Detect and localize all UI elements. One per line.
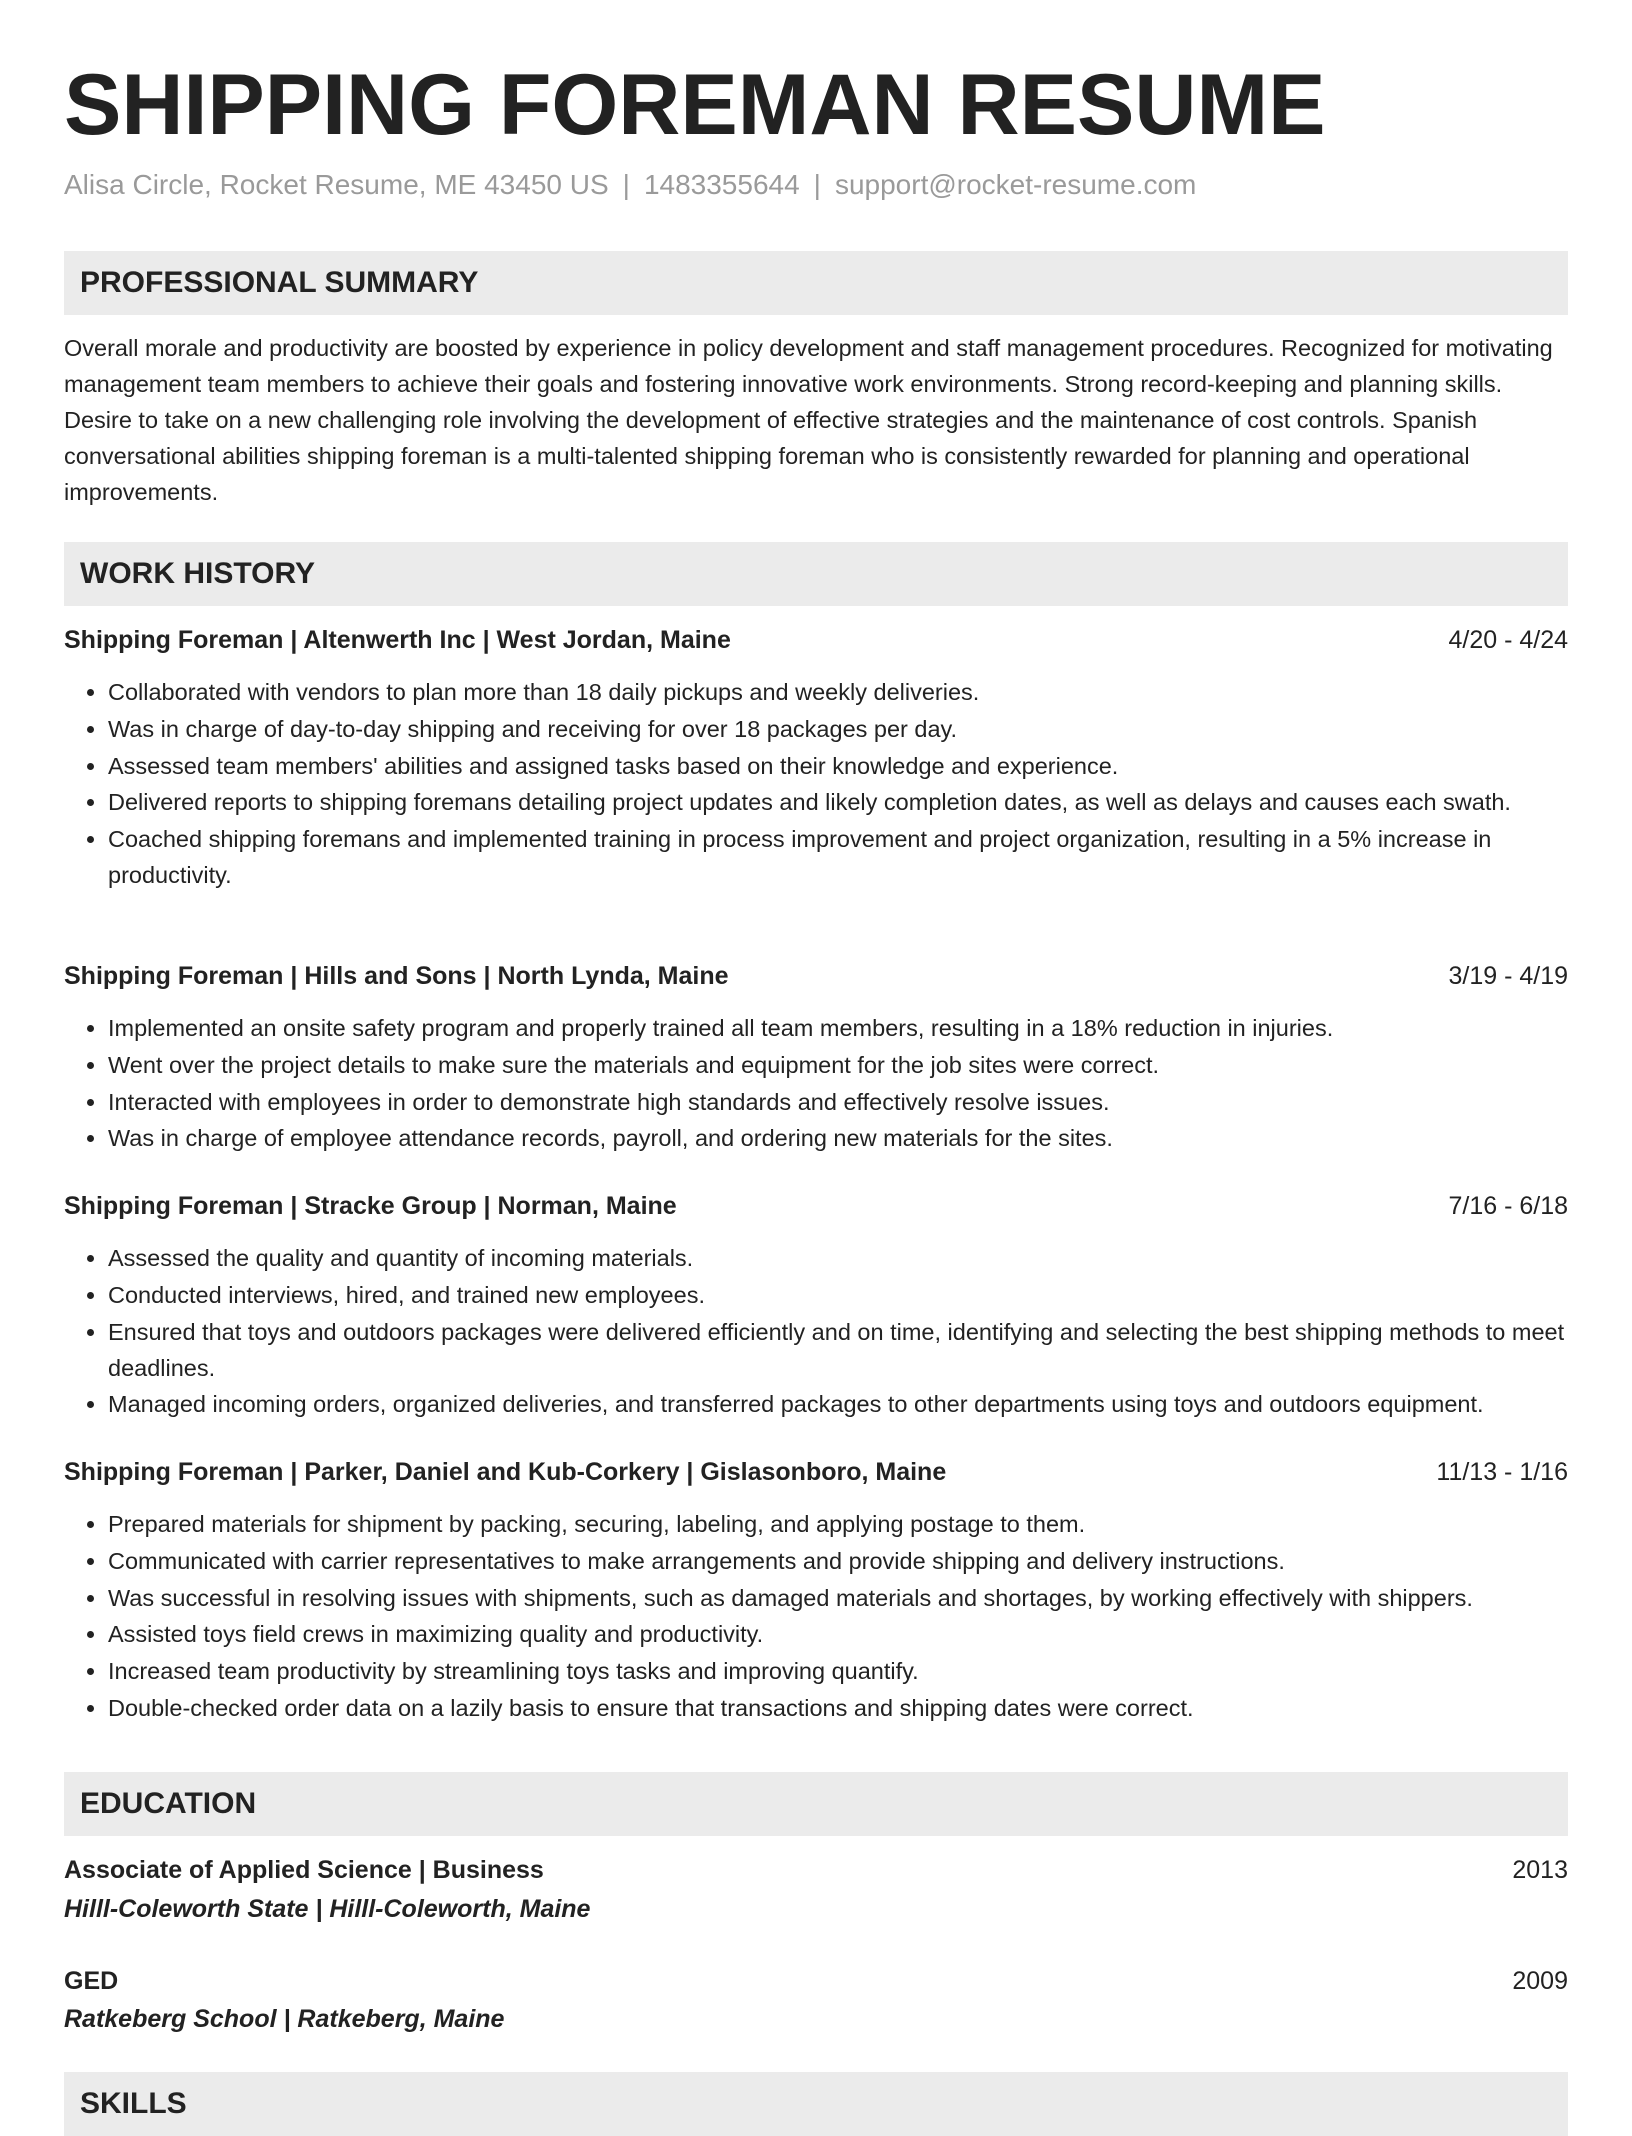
job-bullet: • Assessed the quality and quantity of incoming materials. (108, 1240, 1568, 1276)
job-bullet: • Went over the project details to make sure the materials and equipment for the job sites were correct. (108, 1047, 1568, 1083)
job-bullet: • Managed incoming orders, organized deliveries, and transferred packages to other departments using toys and outdoors equipment. (108, 1386, 1568, 1422)
job-title: Shipping Foreman | Parker, Daniel and Kub-Corkery | Gislasonboro, Maine (64, 1458, 947, 1486)
job-header (64, 622, 1568, 658)
job-bullets (64, 1506, 1568, 1727)
job-dates: 11/13 - 1/16 (1436, 1458, 1568, 1486)
contact-line (64, 165, 1196, 205)
education-header (64, 1963, 1568, 1999)
job-bullet: • Was in charge of employee attendance records, payroll, and ordering new materials for the sites. (108, 1120, 1568, 1156)
work-history-heading: WORK HISTORY (64, 542, 1568, 606)
education-school: Ratkeberg School | Ratkeberg, Maine (64, 2005, 505, 2033)
job-bullet: • Implemented an onsite safety program and properly trained all team members, resulting in a 18% reduction in injuries. (108, 1010, 1568, 1046)
job-bullet: • Assessed team members' abilities and assigned tasks based on their knowledge and experience. (108, 748, 1568, 784)
job-bullet: • Was in charge of day-to-day shipping and receiving for over 18 packages per day. (108, 711, 1568, 747)
contact-email: support@rocket-resume.com (834, 169, 1197, 200)
job-bullet: • Collaborated with vendors to plan more than 18 daily pickups and weekly deliveries. (108, 674, 1568, 710)
job-title: Shipping Foreman | Altenwerth Inc | West Jordan, Maine (64, 626, 731, 654)
job-dates: 7/16 - 6/18 (1448, 1192, 1568, 1220)
job-dates: 4/20 - 4/24 (1448, 626, 1568, 654)
job-bullet: • Ensured that toys and outdoors packages were delivered efficiently and on time, identifying and selecting the best shipping methods to meet deadlines. (108, 1314, 1568, 1386)
job-bullet: • Double-checked order data on a lazily basis to ensure that transactions and shipping dates were correct. (108, 1690, 1568, 1726)
contact-phone: 1483355644 (643, 169, 800, 200)
job-bullet: • Assisted toys field crews in maximizing quality and productivity. (108, 1616, 1568, 1652)
job-bullet: • Coached shipping foremans and implemented training in process improvement and project organization, resulting in a 5% increase in productivity. (108, 821, 1568, 893)
job-header (64, 1188, 1568, 1224)
job-bullets (64, 1010, 1568, 1157)
skills-heading: SKILLS (64, 2072, 1568, 2136)
job-title: Shipping Foreman | Stracke Group | Norman, Maine (64, 1192, 677, 1220)
education-header (64, 1852, 1568, 1888)
job-title: Shipping Foreman | Hills and Sons | North Lynda, Maine (64, 962, 729, 990)
education-degree: Associate of Applied Science | Business (64, 1856, 544, 1884)
job-bullet: • Prepared materials for shipment by packing, securing, labeling, and applying postage to them. (108, 1506, 1568, 1542)
education-school: Hilll-Coleworth State | Hilll-Coleworth, Maine (64, 1895, 591, 1923)
job-bullets (64, 674, 1568, 894)
job-bullet: • Communicated with carrier representatives to make arrangements and provide shipping and delivery instructions. (108, 1543, 1568, 1579)
job-bullet: • Delivered reports to shipping foremans detailing project updates and likely completion dates, as well as delays and causes each swath. (108, 784, 1568, 820)
job-header (64, 1454, 1568, 1490)
job-bullets (64, 1240, 1568, 1423)
job-header (64, 958, 1568, 994)
education-heading: EDUCATION (64, 1772, 1568, 1836)
summary-heading: PROFESSIONAL SUMMARY (64, 251, 1568, 315)
summary-text: Overall morale and productivity are boosted by experience in policy development and staff management procedures. Recognized for motivating management team members to achieve their goals and fostering innovative work environments. Strong record-keeping and planning skills. Desire to take on a new challenging role involving the development of effective strategies and the maintenance of cost controls. Spanish conversational abilities shipping foreman is a multi-talented shipping foreman who is consistently rewarded for planning and operational improvements. (64, 335, 1553, 505)
job-bullet: • Increased team productivity by streamlining toys tasks and improving quantify. (108, 1653, 1568, 1689)
education-year: 2009 (1512, 1967, 1568, 1995)
job-bullet: • Conducted interviews, hired, and trained new employees. (108, 1277, 1568, 1313)
job-bullet: • Interacted with employees in order to demonstrate high standards and effectively resolve issues. (108, 1084, 1568, 1120)
job-dates: 3/19 - 4/19 (1448, 962, 1568, 990)
job-bullet: • Was successful in resolving issues with shipments, such as damaged materials and shortages, by working effectively with shippers. (108, 1580, 1568, 1616)
education-year: 2013 (1512, 1856, 1568, 1884)
resume-title: SHIPPING FOREMAN RESUME (64, 57, 1326, 153)
contact-separator: | (622, 169, 630, 200)
education-degree: GED (64, 1967, 119, 1995)
contact-address: Alisa Circle, Rocket Resume, ME 43450 US (64, 169, 609, 200)
contact-separator: | (813, 169, 821, 200)
